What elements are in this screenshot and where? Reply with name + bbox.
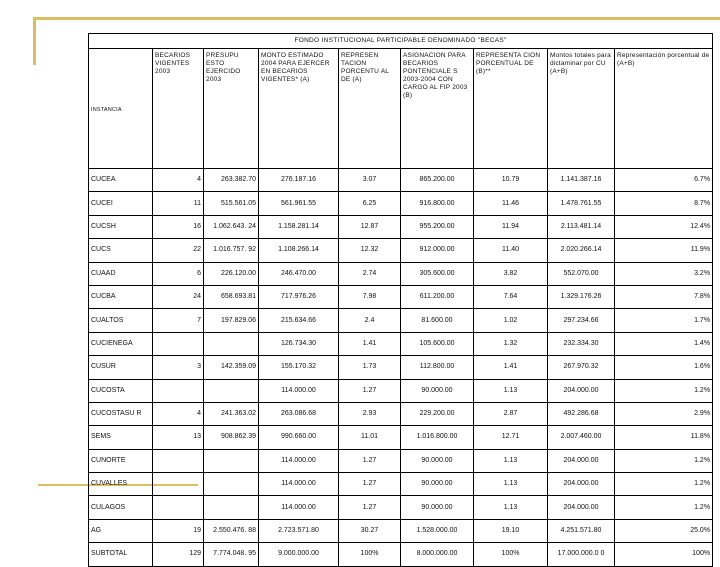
cell-rep-b: 100% <box>474 543 548 566</box>
cell-rep-b: 11.40 <box>474 239 548 262</box>
cell-presupuesto: 241.363.02 <box>204 402 259 425</box>
cell-asignacion: 90.000.00 <box>401 496 474 519</box>
table-row <box>89 379 713 402</box>
cell-total: 1.329.176.26 <box>548 285 615 308</box>
table-row <box>89 215 713 238</box>
cell-rep-b: 1.32 <box>474 332 548 355</box>
cell-total: 552.070.00 <box>548 262 615 285</box>
header-rep-a: REPRESEN TACION PORCENTU AL DE (A) <box>339 49 401 169</box>
cell-asignacion: 90.000.00 <box>401 449 474 472</box>
cell-becarios <box>153 496 204 519</box>
decorative-top-line <box>33 17 720 20</box>
table-row <box>89 239 713 262</box>
header-row <box>89 49 713 169</box>
cell-becarios: 16 <box>153 215 204 238</box>
cell-rep-a: 2.4 <box>339 309 401 332</box>
title-row <box>89 34 713 49</box>
cell-instancia: CUCSH <box>89 215 153 238</box>
cell-asignacion: 865.200.00 <box>401 169 474 192</box>
cell-monto: 276.187.16 <box>259 169 339 192</box>
cell-monto: 1.108.266.14 <box>259 239 339 262</box>
decorative-left-line <box>33 17 36 65</box>
cell-total: 204.000.00 <box>548 496 615 519</box>
cell-becarios: 11 <box>153 192 204 215</box>
cell-becarios: 7 <box>153 309 204 332</box>
cell-asignacion: 90.000.00 <box>401 379 474 402</box>
cell-total: 2.113.481.14 <box>548 215 615 238</box>
cell-becarios: 24 <box>153 285 204 308</box>
cell-rep-b: 3.82 <box>474 262 548 285</box>
cell-presupuesto: 263.382.70 <box>204 169 259 192</box>
cell-instancia: SUBTOTAL <box>89 543 153 566</box>
cell-rep-a: 1.27 <box>339 473 401 496</box>
cell-rep-b: 1.13 <box>474 449 548 472</box>
cell-asignacion: 90.000.00 <box>401 473 474 496</box>
cell-presupuesto: 1.016.757. 92 <box>204 239 259 262</box>
cell-rep-a: 1.27 <box>339 379 401 402</box>
cell-rep-b: 1.41 <box>474 356 548 379</box>
cell-total: 1.141.387.16 <box>548 169 615 192</box>
header-monto: MONTO ESTIMADO 2004 PARA EJERCER EN BECARIOS VIGENTES* (A) <box>259 49 339 169</box>
cell-rep-ab: 11.9% <box>615 239 713 262</box>
cell-presupuesto: 2.550.476. 88 <box>204 519 259 542</box>
becas-table <box>88 33 713 567</box>
table-row <box>89 449 713 472</box>
cell-rep-b: 19.10 <box>474 519 548 542</box>
table-row <box>89 473 713 496</box>
cell-presupuesto <box>204 496 259 519</box>
cell-rep-a: 6.25 <box>339 192 401 215</box>
cell-asignacion: 112.800.00 <box>401 356 474 379</box>
table-row <box>89 309 713 332</box>
cell-presupuesto: 658.693.81 <box>204 285 259 308</box>
header-rep-b: REPRESENTA CION PORCENTUAL DE (B)** <box>474 49 548 169</box>
cell-asignacion: 81.600.00 <box>401 309 474 332</box>
cell-rep-a: 3.07 <box>339 169 401 192</box>
cell-presupuesto: 515.561.05 <box>204 192 259 215</box>
cell-total: 1.478.761.55 <box>548 192 615 215</box>
table-row <box>89 356 713 379</box>
cell-presupuesto: 908.862.39 <box>204 426 259 449</box>
cell-presupuesto <box>204 449 259 472</box>
cell-rep-ab: 1.2% <box>615 473 713 496</box>
table-row <box>89 332 713 355</box>
cell-rep-a: 1.41 <box>339 332 401 355</box>
cell-monto: 1.158.281.14 <box>259 215 339 238</box>
cell-instancia: CUALTOS <box>89 309 153 332</box>
header-total: Montos totales para dictaminar por CU (A+B) <box>548 49 615 169</box>
cell-asignacion: 8.000.000.00 <box>401 543 474 566</box>
cell-monto: 114.000.00 <box>259 496 339 519</box>
cell-rep-b: 2.87 <box>474 402 548 425</box>
table-row <box>89 192 713 215</box>
cell-instancia: SEMS <box>89 426 153 449</box>
cell-monto: 215.634.66 <box>259 309 339 332</box>
cell-total: 297.234.66 <box>548 309 615 332</box>
header-instancia: INSTANCIA <box>89 49 153 169</box>
cell-presupuesto <box>204 473 259 496</box>
cell-becarios: 6 <box>153 262 204 285</box>
cell-total: 232.334.30 <box>548 332 615 355</box>
table-row <box>89 285 713 308</box>
cell-instancia: CUCIENEGA <box>89 332 153 355</box>
cell-monto: 263.086.68 <box>259 402 339 425</box>
cell-rep-a: 2.74 <box>339 262 401 285</box>
cell-instancia: CUNORTE <box>89 449 153 472</box>
cell-rep-b: 12.71 <box>474 426 548 449</box>
cell-rep-ab: 1.2% <box>615 379 713 402</box>
cell-instancia: CUCS <box>89 239 153 262</box>
cell-asignacion: 105.600.00 <box>401 332 474 355</box>
cell-monto: 155.170.32 <box>259 356 339 379</box>
cell-presupuesto <box>204 332 259 355</box>
cell-rep-ab: 1.4% <box>615 332 713 355</box>
cell-becarios <box>153 379 204 402</box>
cell-monto: 2.723.571.80 <box>259 519 339 542</box>
cell-becarios <box>153 449 204 472</box>
cell-rep-a: 100% <box>339 543 401 566</box>
cell-asignacion: 611.200.00 <box>401 285 474 308</box>
cell-rep-a: 2.93 <box>339 402 401 425</box>
cell-becarios: 22 <box>153 239 204 262</box>
cell-instancia: CULAGOS <box>89 496 153 519</box>
cell-rep-a: 30.27 <box>339 519 401 542</box>
cell-instancia: CUCBA <box>89 285 153 308</box>
cell-total: 204.000.00 <box>548 449 615 472</box>
cell-total: 267.970.32 <box>548 356 615 379</box>
cell-rep-b: 10.79 <box>474 169 548 192</box>
cell-instancia: AG <box>89 519 153 542</box>
cell-rep-b: 1.13 <box>474 379 548 402</box>
cell-asignacion: 916.800.00 <box>401 192 474 215</box>
cell-rep-a: 11.01 <box>339 426 401 449</box>
cell-rep-a: 1.73 <box>339 356 401 379</box>
cell-becarios: 129 <box>153 543 204 566</box>
cell-rep-a: 12.87 <box>339 215 401 238</box>
cell-total: 4.251.571.80 <box>548 519 615 542</box>
header-presupuesto: PRESUPU ESTO EJERCIDO 2003 <box>204 49 259 169</box>
cell-monto: 126.734.30 <box>259 332 339 355</box>
cell-presupuesto: 197.829.06 <box>204 309 259 332</box>
cell-monto: 9.000.000.00 <box>259 543 339 566</box>
cell-rep-b: 11.94 <box>474 215 548 238</box>
cell-total: 204.000.00 <box>548 379 615 402</box>
cell-asignacion: 955.200.00 <box>401 215 474 238</box>
cell-becarios: 13 <box>153 426 204 449</box>
cell-total: 2.020.266.14 <box>548 239 615 262</box>
cell-total: 492.286.68 <box>548 402 615 425</box>
cell-monto: 990.660.00 <box>259 426 339 449</box>
cell-becarios: 3 <box>153 356 204 379</box>
cell-rep-ab: 1.2% <box>615 496 713 519</box>
cell-instancia: CUSUR <box>89 356 153 379</box>
header-becarios: BECARIOS VIGENTES 2003 <box>153 49 204 169</box>
cell-rep-a: 7.98 <box>339 285 401 308</box>
cell-instancia: CUAAD <box>89 262 153 285</box>
cell-rep-ab: 3.2% <box>615 262 713 285</box>
cell-rep-a: 1.27 <box>339 449 401 472</box>
cell-asignacion: 305.600.00 <box>401 262 474 285</box>
table-row <box>89 262 713 285</box>
cell-presupuesto: 7.774.048. 95 <box>204 543 259 566</box>
cell-asignacion: 229.200.00 <box>401 402 474 425</box>
cell-asignacion: 1.528.000.00 <box>401 519 474 542</box>
cell-becarios <box>153 332 204 355</box>
table-row <box>89 496 713 519</box>
cell-rep-ab: 12.4% <box>615 215 713 238</box>
cell-rep-b: 1.02 <box>474 309 548 332</box>
table-row <box>89 169 713 192</box>
cell-presupuesto: 1.062.643. 24 <box>204 215 259 238</box>
cell-becarios: 19 <box>153 519 204 542</box>
table-row <box>89 543 713 566</box>
cell-rep-ab: 7.8% <box>615 285 713 308</box>
cell-instancia: CUCOSTASU R <box>89 402 153 425</box>
cell-presupuesto: 142.359.09 <box>204 356 259 379</box>
cell-monto: 561.961.55 <box>259 192 339 215</box>
cell-asignacion: 1.016.800.00 <box>401 426 474 449</box>
cell-rep-ab: 100% <box>615 543 713 566</box>
cell-rep-ab: 1.2% <box>615 449 713 472</box>
cell-monto: 717.976.26 <box>259 285 339 308</box>
table-row <box>89 519 713 542</box>
header-asignacion: ASIGNACION PARA BECARIOS PONTENCIALE S 2003-2004 CON CARGO AL FIP 2003 (B) <box>401 49 474 169</box>
cell-rep-b: 7.64 <box>474 285 548 308</box>
cell-rep-ab: 11.8% <box>615 426 713 449</box>
cell-rep-b: 1.13 <box>474 473 548 496</box>
cell-monto: 114.000.00 <box>259 473 339 496</box>
cell-rep-a: 12.32 <box>339 239 401 262</box>
table-title: FONDO INSTITUCIONAL PARTICIPABLE DENOMINADO "BECAS" <box>89 34 713 49</box>
cell-monto: 246.470.00 <box>259 262 339 285</box>
cell-instancia: CUCEI <box>89 192 153 215</box>
cell-rep-ab: 1.6% <box>615 356 713 379</box>
table-row <box>89 402 713 425</box>
cell-total: 2.007.460.00 <box>548 426 615 449</box>
cell-rep-b: 11.46 <box>474 192 548 215</box>
cell-instancia: CUCEA <box>89 169 153 192</box>
cell-monto: 114.000.00 <box>259 379 339 402</box>
cell-presupuesto <box>204 379 259 402</box>
cell-rep-ab: 1.7% <box>615 309 713 332</box>
cell-instancia: CUVALLES <box>89 473 153 496</box>
cell-rep-b: 1.13 <box>474 496 548 519</box>
table-row <box>89 426 713 449</box>
cell-rep-ab: 6.7% <box>615 169 713 192</box>
cell-becarios <box>153 473 204 496</box>
cell-rep-ab: 8.7% <box>615 192 713 215</box>
cell-presupuesto: 226.120.00 <box>204 262 259 285</box>
header-rep-ab: Representación porcentual de (A+B) <box>615 49 713 169</box>
cell-rep-a: 1.27 <box>339 496 401 519</box>
cell-asignacion: 912.000.00 <box>401 239 474 262</box>
cell-monto: 114.000.00 <box>259 449 339 472</box>
cell-total: 17.000.000.0 0 <box>548 543 615 566</box>
cell-rep-ab: 2.9% <box>615 402 713 425</box>
cell-total: 204.000.00 <box>548 473 615 496</box>
cell-becarios: 4 <box>153 169 204 192</box>
cell-instancia: CUCOSTA <box>89 379 153 402</box>
cell-rep-ab: 25.0% <box>615 519 713 542</box>
cell-becarios: 4 <box>153 402 204 425</box>
